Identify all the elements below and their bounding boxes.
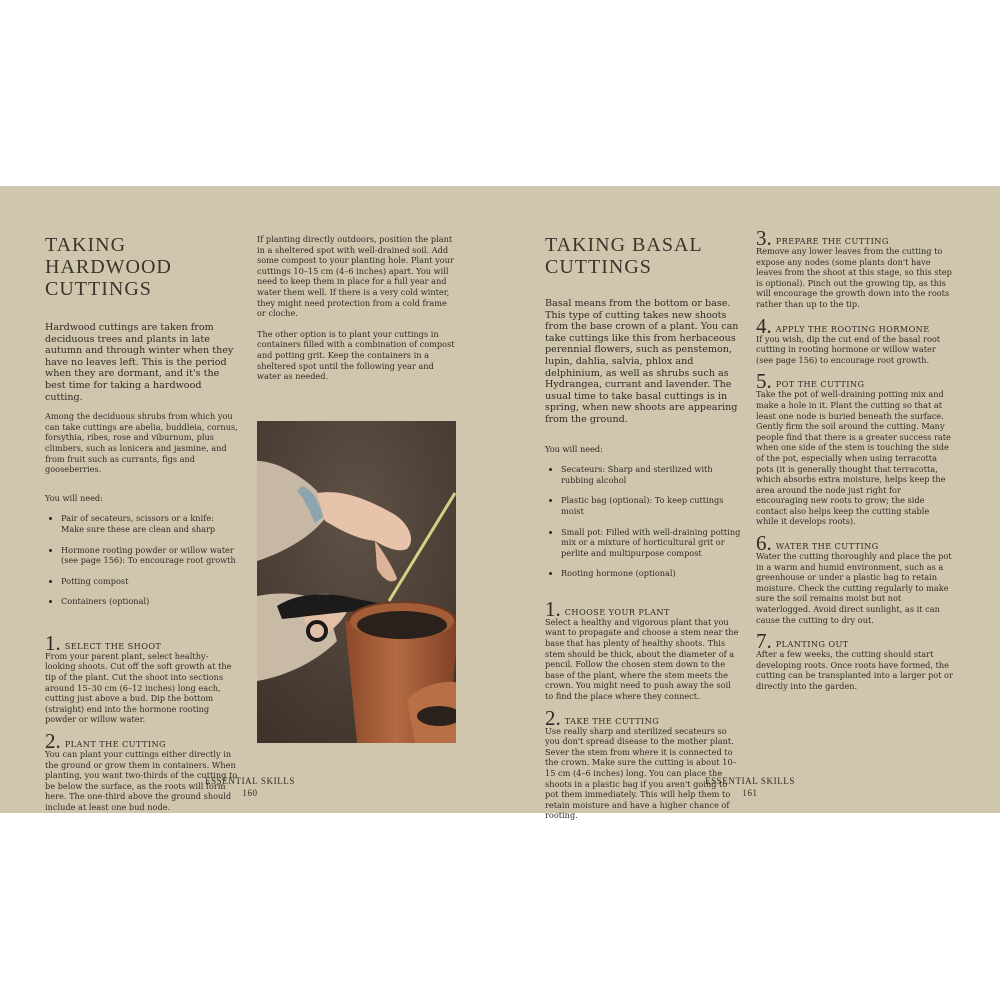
cutting-photo [257,421,456,743]
book-spread [0,186,1000,821]
step [756,313,954,366]
right-column [545,298,741,831]
step-text: Select a healthy and vigorous plant that you want to propagate and choose a stem near the base that has plenty of healthy shoots. This stem should be thick, about the diameter of a pencil. Follow the chosen stem down to the base of the plant, where the stem meets the crown. You might need to push away the soil to find the place where they connect. [545,616,739,702]
right-page [500,186,1000,821]
step-number: 7. [756,629,772,654]
left-column [45,322,238,823]
step-number: 1. [45,630,61,655]
step-text: After a few weeks, the cutting should start developing roots. Once roots have formed, the cutting can be transplanted into a larger pot or directly into the garden. [756,649,953,691]
step [756,226,954,310]
list-item: • Pair of secateurs, scissors or a knife: Make sure these are clean and sharp [61,513,238,534]
title-line: CUTTINGS [45,278,152,300]
left-page [0,186,500,813]
step [45,729,238,813]
page-footer [650,775,850,799]
step-title: APPLY THE ROOTING HORMONE [775,323,930,334]
containers-paragraph: The other option is to plant your cuttings in containers filled with a combination of compost and potting grit. Keep the containers in a sheltered spot until the following year and water as needed. [257,328,455,382]
step [45,630,238,725]
you-will-need-label: You will need: [45,492,103,503]
step-text: You can plant your cuttings either directly in the ground or grow them in containers. When planting, you want two-thirds of the cutting to be below the surface, as the roots will form here. The one-third above the ground should include at least one bud node. [45,749,238,812]
needs-list [545,464,741,579]
step-title: SELECT THE SHOOT [64,640,162,651]
needs-list [45,513,238,607]
page-footer [150,775,350,799]
step-text: Water the cutting thoroughly and place the pot in a warm and humid environment, such as a greenhouse or under a plastic bag to retain moisture. Check the cutting regularly to make sure the soil remains moist but not waterlogged. Avoid direct sunlight, as it can cause the cutting to dry out. [756,551,952,625]
step-text: Take the pot of well-draining potting mix and make a hole in it. Plant the cutting so that at least one node is buried beneath the surface. Gently firm the soil around the cutting. Many people find that there is a greater success rate when one side of the stem is touching the side of the pot, especially when using terracotta pots (it is generally thought that terracotta, which absorbs extra moisture, helps keep the area around the node just right for encouraging new roots to grow; the side contact also helps keep the cutting stable while it develops roots). [756,389,951,527]
you-will-need-label: You will need: [545,443,603,454]
page-number: 161 [742,788,758,798]
title-line: TAKING [45,234,127,256]
page-title [545,234,703,278]
step-number: 2. [45,729,61,754]
step-title: PLANT THE CUTTING [64,739,166,750]
list-item: • Small pot: Filled with well-draining potting mix or a mixture of horticultural grit or perlite and multipurpose compost [561,527,741,559]
list-item: • Containers (optional) [61,596,238,607]
step-title: PLANTING OUT [775,639,849,650]
list-item: • Secateurs: Sharp and sterilized with rubbing alcohol [561,464,741,485]
page-number: 160 [242,788,258,798]
step [756,531,954,625]
footer-section: ESSENTIAL SKILLS [204,776,295,786]
step-text: If you wish, dip the cut end of the basal root cutting in rooting hormone or willow water (see page 156) to encourage root growth. [756,333,941,365]
step-number: 5. [756,369,772,394]
photo-illustration [257,421,456,743]
title-line: CUTTINGS [545,256,652,278]
step-number: 1. [545,596,561,621]
intro-paragraph: Hardwood cuttings are taken from deciduous trees and plants in late autumn and through winter when they have no leaves left. This is the period when they are dormant, and it's the best time for taking a hardwood cutting. [45,322,234,403]
right-column-2 [756,226,954,702]
list-item: • Rooting hormone (optional) [561,568,741,579]
step [756,629,954,691]
list-item: • Potting compost [61,576,238,587]
title-line: TAKING BASAL [545,234,703,256]
step-number: 6. [756,531,772,556]
step-text: Remove any lower leaves from the cutting to expose any nodes (some plants don't have leaves from the shoot at this stage, so this step is optional). Pinch out the growing tip, as this will encourage the growth down into the roots rather than up to the tip. [756,246,952,309]
step-number: 3. [756,226,772,250]
list-item: • Hormone rooting powder or willow water (see page 156): To encourage root growth [61,545,238,566]
intro-paragraph: Basal means from the bottom or base. This type of cutting takes new shoots from the base crown of a plant. You can take cuttings like this from herbaceous perennial flowers, such as penstemon, lupin, dahlia, salvia, phlox and delphinium, as well as shrubs such as Hydrangea, currant and lavender. The usual time to take basal cuttings is in spring, when new shoots are appearing from the ground. [545,298,739,425]
left-column-2 [257,234,456,392]
page-title [45,234,172,300]
title-line: HARDWOOD [45,256,172,278]
footer-section: ESSENTIAL SKILLS [704,776,795,786]
step-title: POT THE CUTTING [775,379,865,390]
step-title: PREPARE THE CUTTING [775,236,889,246]
step-title: TAKE THE CUTTING [564,715,660,726]
step-text: From your parent plant, select healthy-looking shoots. Cut off the soft growth at the tip of the plant. Cut the shoot into sections around 15–30 cm (6–12 inches) long each, cutting just above a bud. Dip the bottom (straight) end into the hormone rooting powder or willow water. [45,650,232,725]
outdoor-paragraph: If planting directly outdoors, position the plant in a sheltered spot with well-drained soil. Add some compost to your planting hole. Plant your cuttings 10–15 cm (4–6 inches) apart. You will need to keep them in place for a full year and water them well. If there is a very cold winter, they might need protection from a cold frame or cloche. [257,234,454,319]
shrubs-paragraph: Among the deciduous shrubs from which you can take cuttings are abelia, buddleia, cornus, forsythia, ribes, rose and viburnum, plus climbers, such as lonicera and jasmine, and from fruit such as currants, figs and gooseberries. [45,411,238,475]
step [545,705,741,821]
step-text: Use really sharp and sterilized secateurs so you don't spread disease to the mother plant. Sever the stem from where it is connected to the crown. Make sure the cutting is about 10–15 cm (4–6 inches) long. You can place the shoots in a plastic bag if you aren't going to pot them immediately. This will help them to retain moisture and have a higher chance of rooting. [545,725,737,821]
step [756,369,954,527]
step-number: 4. [756,313,772,338]
step-title: CHOOSE YOUR PLANT [564,606,670,617]
list-item: • Plastic bag (optional): To keep cuttings moist [561,495,741,516]
step [545,596,741,702]
step-title: WATER THE CUTTING [775,541,879,552]
step-number: 2. [545,705,561,730]
